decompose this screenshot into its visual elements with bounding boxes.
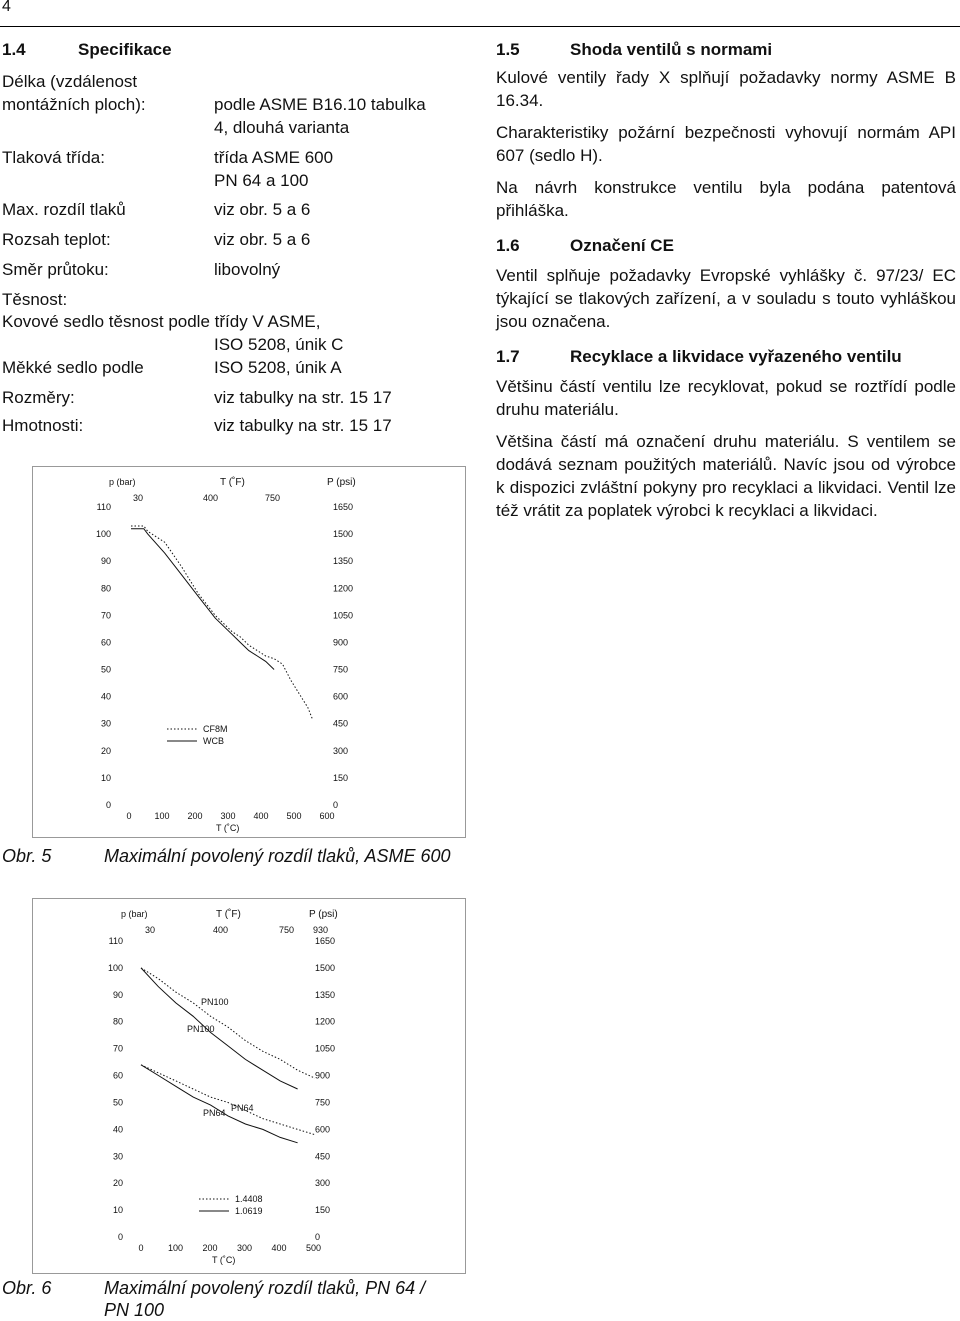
paragraph: Většina částí má označení druhu materiálu. S ventilem se dodává seznam použitých materiálů. Navíc jsou od výrobce k dispozici zvláštní pokyny pro recyklaci a likvidaci. Ventil lze též vrátit za poplatek výrobci k recyklaci a likvidaci. (496, 432, 956, 520)
right-tick-label: 900 (333, 637, 349, 648)
top-axis-title: T (˚F) (216, 909, 241, 920)
series-annotation: PN100 (187, 1024, 215, 1034)
section-title-recyklace: Recyklace a likvidace vyřazeného ventilu (570, 347, 902, 366)
figure-6-chart (32, 898, 466, 1274)
y-tick-label: 80 (100, 583, 111, 594)
right-tick-label: 0 (315, 1232, 321, 1242)
y-tick-label: 20 (100, 745, 111, 756)
y-tick-label: 70 (112, 1043, 123, 1054)
paragraph: Charakteristiky požární bezpečnosti vyhovují normám API 607 (sedlo H). (496, 123, 956, 165)
y-tick-label: 100 (107, 962, 123, 973)
legend-label: 1.0619 (235, 1206, 263, 1216)
section-title-shoda: Shoda ventilů s normami (570, 40, 773, 59)
y-tick-label: 110 (108, 936, 123, 946)
y-tick-label: 90 (112, 989, 123, 1000)
right-tick-label: 600 (315, 1124, 331, 1135)
right-tick-label: 1200 (315, 1016, 336, 1027)
y-tick-label: 30 (112, 1151, 123, 1162)
spec-label: Směr průtoku: (2, 260, 109, 279)
right-tick-label: 300 (315, 1178, 331, 1189)
spec-value: ISO 5208, únik A (214, 358, 342, 377)
right-tick-label: 0 (333, 800, 339, 810)
top-tick-label: 930 (313, 925, 329, 935)
y-tick-label: 60 (112, 1070, 123, 1081)
legend-label: CF8M (203, 724, 228, 734)
x-tick-label: 200 (187, 811, 203, 821)
spec-label: montážních ploch): (2, 95, 146, 114)
page-number: 4 (2, 0, 11, 15)
x-tick-label: 100 (154, 811, 170, 821)
right-tick-label: 750 (315, 1097, 331, 1108)
series-line (131, 529, 274, 670)
spec-value: viz tabulky na str. 15 17 (214, 388, 392, 407)
right-tick-label: 900 (315, 1070, 331, 1081)
paragraph: Většinu částí ventilu lze recyklovat, pokud se roztřídí podle druhu materiálu. (496, 377, 956, 419)
y-tick-label: 40 (112, 1124, 123, 1135)
y-tick-label: 40 (100, 691, 111, 702)
y-tick-label: 0 (117, 1232, 123, 1242)
x-tick-label: 0 (126, 811, 132, 821)
section-number-1-4: 1.4 (2, 40, 26, 59)
top-axis-title: T (˚F) (220, 477, 245, 488)
series-line (141, 968, 315, 1078)
spec-value: viz obr. 5 a 6 (214, 200, 311, 219)
y-axis-title: p (bar) (109, 477, 136, 487)
right-tick-label: 1200 (333, 583, 354, 594)
right-tick-label: 1650 (315, 936, 336, 946)
figure-5-caption: Maximální povolený rozdíl tlaků, ASME 600 (104, 846, 451, 866)
spec-label: Hmotnosti: (2, 416, 84, 435)
y-tick-label: 80 (112, 1016, 123, 1027)
chart-6-svg (33, 899, 465, 1273)
top-tick-label: 30 (133, 493, 144, 503)
spec-value: viz obr. 5 a 6 (214, 230, 311, 249)
chart-5-svg (33, 467, 465, 837)
y-tick-label: 10 (100, 772, 111, 783)
header-rule (0, 26, 960, 27)
x-tick-label: 200 (202, 1243, 218, 1253)
y-tick-label: 60 (100, 637, 111, 648)
y-tick-label: 110 (96, 502, 111, 512)
paragraph: Kulové ventily řady X splňují požadavky normy ASME B 16.34. (496, 68, 956, 110)
x-tick-label: 100 (167, 1243, 184, 1253)
figure-6-caption: Maximální povolený rozdíl tlaků, PN 64 / (104, 1278, 426, 1298)
spec-value: libovolný (214, 260, 281, 279)
right-tick-label: 1350 (315, 989, 336, 1000)
top-tick-label: 750 (265, 493, 281, 503)
x-tick-label: 300 (236, 1243, 253, 1253)
y-tick-label: 10 (112, 1205, 123, 1216)
top-tick-label: 400 (203, 493, 219, 503)
top-tick-label: 750 (279, 925, 295, 935)
y-tick-label: 100 (95, 529, 111, 540)
y-tick-label: 50 (100, 664, 111, 675)
right-tick-label: 450 (333, 718, 349, 729)
right-column (496, 40, 956, 531)
spec-label: Měkké sedlo podle (2, 358, 144, 377)
y-tick-label: 90 (100, 556, 111, 567)
legend-label: WCB (203, 736, 224, 746)
right-axis-title: P (psi) (309, 909, 338, 920)
right-tick-label: 750 (333, 664, 349, 675)
y-tick-label: 0 (105, 800, 111, 810)
right-tick-label: 1500 (333, 529, 354, 540)
spec-value: PN 64 a 100 (214, 171, 309, 190)
right-tick-label: 1050 (315, 1043, 336, 1054)
right-tick-label: 150 (315, 1205, 331, 1216)
right-axis-title: P (psi) (327, 477, 356, 488)
top-tick-label: 400 (213, 925, 229, 935)
y-axis-title: p (bar) (121, 909, 148, 919)
x-tick-label: 500 (305, 1243, 322, 1253)
spec-label: Rozsah teplot: (2, 230, 111, 249)
paragraph: Ventil splňuje požadavky Evropské vyhlášky č. 97/23/ EC týkající se tlakových zařízení, a v souladu s touto vyhláškou jsou označena. (496, 266, 956, 331)
series-annotation: PN100 (201, 997, 229, 1007)
figure-6-caption-cont: PN 100 (104, 1300, 165, 1320)
right-tick-label: 1050 (333, 610, 354, 621)
spec-label: Kovové sedlo těsnost podle třídy V ASME, (2, 312, 321, 331)
legend-label: 1.4408 (235, 1194, 263, 1204)
y-tick-label: 20 (112, 1178, 123, 1189)
spec-value: podle ASME B16.10 tabulka (214, 95, 426, 114)
top-tick-label: 30 (145, 925, 156, 935)
figure-5-label: Obr. 5 (2, 846, 52, 866)
section-title-ce: Označení CE (570, 236, 674, 255)
spec-label: Délka (vzdálenost (2, 72, 138, 91)
section-number-1-5: 1.5 (496, 40, 520, 59)
x-tick-label: 400 (271, 1243, 287, 1253)
section-number-1-6: 1.6 (496, 236, 520, 255)
x-tick-label: 600 (319, 811, 335, 821)
spec-label: Tlaková třída: (2, 148, 105, 167)
series-line (141, 1065, 298, 1143)
series-annotation: PN64 (203, 1108, 226, 1118)
right-tick-label: 1650 (333, 502, 354, 512)
right-tick-label: 1350 (333, 556, 354, 567)
x-tick-label: 0 (138, 1243, 144, 1253)
spec-label: Těsnost: (2, 290, 68, 309)
right-tick-label: 150 (333, 772, 349, 783)
spec-label: Rozměry: (2, 388, 75, 407)
x-tick-label: 300 (220, 811, 236, 821)
spec-value: 4, dlouhá varianta (214, 118, 350, 137)
right-tick-label: 600 (333, 691, 349, 702)
series-line (141, 968, 298, 1089)
series-annotation: PN64 (231, 1103, 254, 1113)
spec-value: třída ASME 600 (214, 148, 334, 167)
spec-value: ISO 5208, únik C (214, 335, 344, 354)
spec-label: Max. rozdíl tlaků (2, 200, 126, 219)
section-title-specifikace: Specifikace (78, 40, 172, 59)
series-line (141, 1065, 315, 1135)
x-axis-title: T (˚C) (212, 1255, 236, 1265)
y-tick-label: 50 (112, 1097, 123, 1108)
right-tick-label: 450 (315, 1151, 331, 1162)
x-tick-label: 500 (286, 811, 302, 821)
right-tick-label: 1500 (315, 962, 336, 973)
spec-value: viz tabulky na str. 15 17 (214, 416, 392, 435)
figure-5-chart (32, 466, 466, 838)
x-tick-label: 400 (253, 811, 269, 821)
paragraph: Na návrh konstrukce ventilu byla podána patentová přihláška. (496, 178, 956, 220)
x-axis-title: T (˚C) (216, 823, 240, 833)
figure-6-label: Obr. 6 (2, 1278, 52, 1298)
y-tick-label: 70 (100, 610, 111, 621)
series-line (131, 526, 312, 718)
section-number-1-7: 1.7 (496, 347, 520, 366)
y-tick-label: 30 (100, 718, 111, 729)
right-tick-label: 300 (333, 745, 349, 756)
